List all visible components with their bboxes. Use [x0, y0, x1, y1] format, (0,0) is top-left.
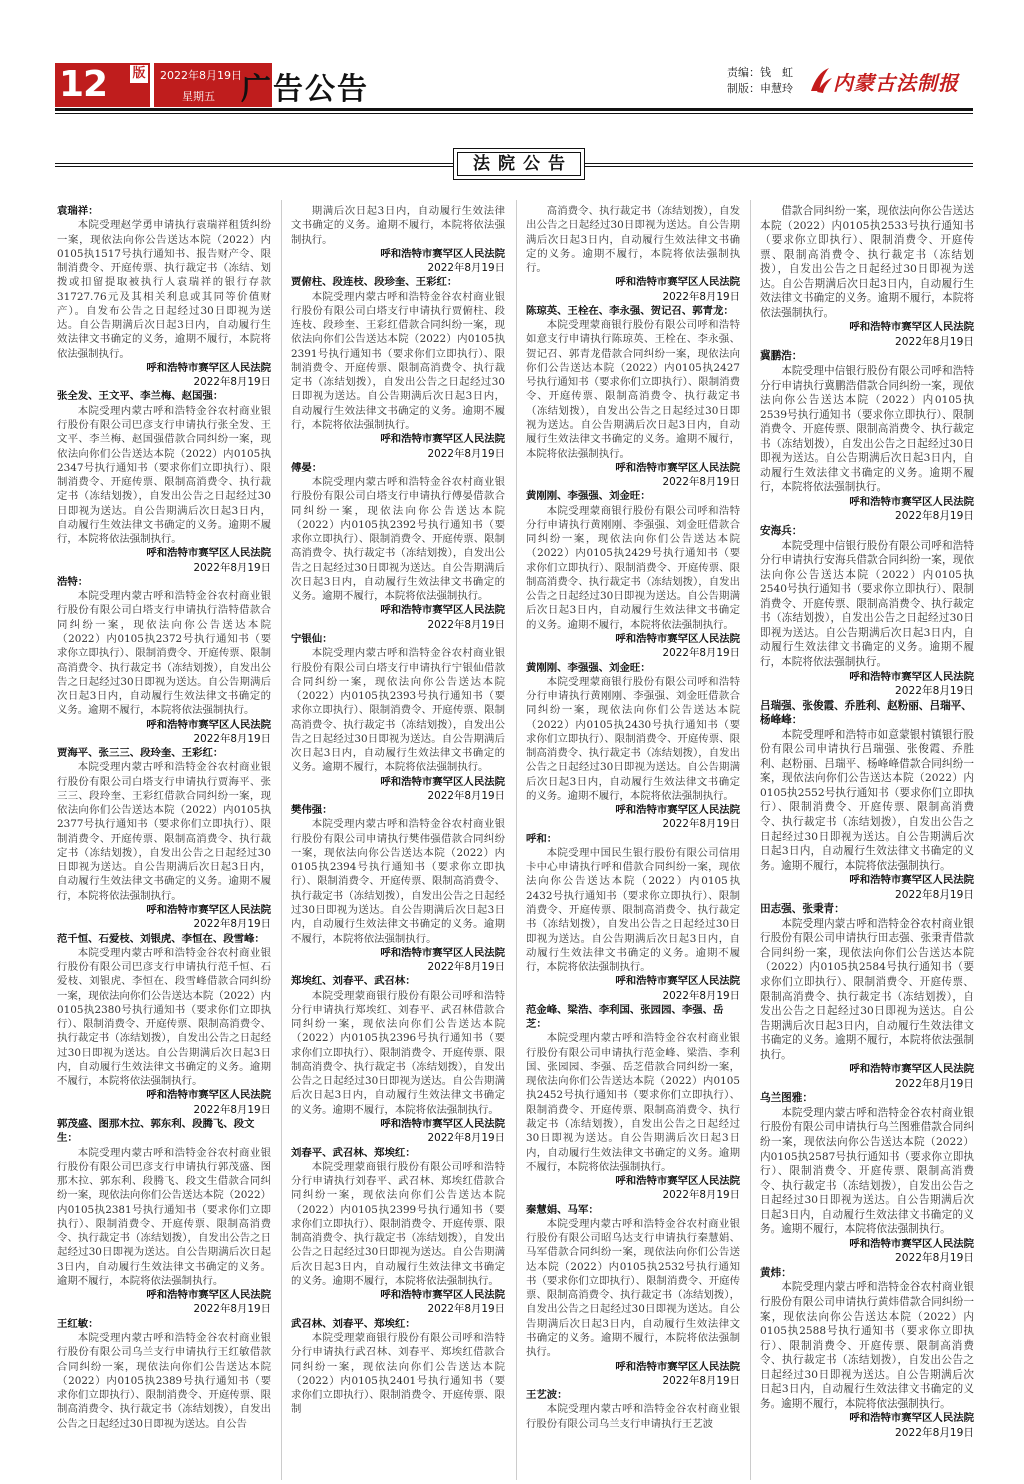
section-title: 广告公告	[241, 72, 369, 107]
notice-body: 高消费令、执行裁定书（冻结划拨），自发出公告之日起经过30日即视为送达。自公告期满后次日起3日内，自动履行生效法律文书确定的义务。逾期不履行，本院将依法强制执行。	[526, 205, 740, 275]
court-notice	[291, 1146, 505, 1317]
notice-court: 呼和浩特市赛罕区人民法院	[380, 1118, 505, 1130]
notice-body: 本院受理内蒙古呼和浩特金谷农村商业银行股份有限公司白塔支行申请执行贾海平、张三三、段玲奎、王彩红借款合同纠纷一案，现依法向你们公告送达本院（2022）内0105执2377号执行通知书（要求你们立即执行）、限制消费令、开庭传票、限制高消费令、执行裁定书（冻结划拨），自发出公告之日起经过30日即视为送达。自公告期满后次日起3日内，自动履行生效法律文书确定的义务。逾期不履行，本院将依法强制执行。	[57, 761, 271, 902]
notice-court: 呼和浩特市赛罕区人民法院	[849, 1237, 974, 1250]
court-notice	[526, 304, 740, 489]
notice-date: 2022年8月19日	[895, 685, 974, 698]
court-notice	[291, 275, 505, 460]
notice-addressee: 安海兵：	[760, 525, 803, 538]
issue-weekday: 星期五	[182, 90, 215, 103]
notice-addressee: 贾海平、张三三、段玲奎、王彩红：	[57, 747, 224, 760]
masthead	[55, 63, 973, 107]
notice-body: 本院受理蒙商银行股份有限公司呼和浩特分行申请执行刘春平、武召林、郑埃红借款合同纠纷一案，现依法向你们公告送达本院（2022）内0105执2399号执行通知书（要求你们立即执行）、限制消费令、开庭传票、限制高消费令、执行裁定书（冻结划拨），自发出公告之日起经过30日即视为送达。自公告期满后次日起3日内，自动履行生效法律文书确定的义务。逾期不履行，本院将依法强制执行。	[291, 1160, 505, 1287]
notice-addressee: 吕瑞强、张俊霞、乔胜利、赵粉丽、吕瑞平、杨峰峰：	[760, 699, 972, 727]
notice-body: 本院受理内蒙古呼和浩特金谷农村商业银行股份有限公司申请执行黄炜借款合同纠纷一案，现依法向你公告送达本院（2022）内0105执2588号执行通知书（要求你立即执行）、限制消费令、开庭传票、限制高消费令、执行裁定书（冻结划拨），自发出公告之日起经过30日即视为送达。自公告期满后次日起3日内，自动履行生效法律文书确定的义务。逾期不履行，本院将依法强制执行。	[760, 1281, 974, 1410]
notice-court: 呼和浩特市赛罕区人民法院	[615, 1175, 740, 1188]
court-notice	[57, 204, 271, 389]
banner-rule-left-2	[55, 166, 453, 167]
notice-date: 2022年8月19日	[895, 1252, 974, 1265]
notice-addressee: 刘春平、武召林、郑埃红：	[291, 1146, 416, 1159]
notice-addressee: 樊伟强：	[291, 804, 333, 817]
court-notice	[291, 204, 505, 275]
notice-body: 本院受理内蒙古呼和浩特金谷农村商业银行股份有限公司白塔支行申请执行浩特借款合同纠纷一案，现依法向你公告送达本院（2022）内0105执2372号执行通知书（要求你立即执行）、限制消费令、开庭传票、限制高消费令、执行裁定书（冻结划拨），自发出公告之日起经过30日即视为送达。自公告期满后次日起3日内，自动履行生效法律文书确定的义务。逾期不履行，本院将依法强制执行。	[57, 590, 271, 717]
court-notice	[760, 699, 974, 903]
notice-body: 本院受理中信银行股份有限公司呼和浩特分行申请执行安海兵借款合同纠纷一案，现依法向你公告送达本院（2022）内0105执2540号执行通知书（要求你立即执行）、限制消费令、开庭传票、限制高消费令、执行裁定书（冻结划拨），自发出公告之日起经过30日即视为送达。自公告期满后次日起3日内，自动履行生效法律文书确定的义务。逾期不履行，本院将依法强制执行。	[760, 539, 974, 668]
court-notice	[291, 461, 505, 632]
notice-date: 2022年8月19日	[427, 1132, 505, 1145]
notice-addressee: 秦慧娟、马军：	[526, 1203, 599, 1216]
notice-body: 本院受理蒙商银行股份有限公司呼和浩特分行申请执行黄刚刚、李强强、刘金旺借款合同纠纷一案，现依法向你们公告送达本院（2022）内0105执2430号执行通知书（要求你们立即执行）、限制消费令、开庭传票、限制高消费令、执行裁定书（冻结划拨），自发出公告之日起经过30日即视为送达。自公告期满后次日起3日内，自动履行生效法律文书确定的义务。逾期不履行，本院将依法强制执行。	[526, 675, 740, 802]
notice-addressee: 贾俯柱、段连枝、段珍奎、王彩红：	[291, 276, 458, 289]
notice-court: 呼和浩特市赛罕区人民法院	[380, 1289, 505, 1302]
notice-body: 借款合同纠纷一案，现依法向你公告送达本院（2022）内0105执2533号执行通知书（要求你立即执行）、限制消费令、开庭传票、限制高消费令、执行裁定书（冻结划拨），自发出公告之日起经过30日即视为送达。自公告期满后次日起3日内，自动履行生效法律文书确定的义务。逾期不履行，本院将依法强制执行。	[760, 205, 974, 319]
notice-court: 呼和浩特市赛罕区人民法院	[849, 495, 974, 508]
notice-body: 本院受理赵学勇申请执行袁瑞祥租赁纠纷一案，现依法向你公告送达本院（2022）内0105执1517号执行通知书、报告财产令、限制消费令、开庭传票、执行裁定书（冻结、划拨或扣留提取被执行人袁瑞祥的银行存款31727.76元及其相关利息或其同等价值财产）。自发布公告之日起经过30日即视为送达。自公告期满后次日起3日内，自动履行生效法律文书确定的义务，逾期不履行，本院将依法强制执行。	[57, 219, 271, 360]
notice-addressee: 陈琼英、王栓在、李永强、贺记召、郭青龙：	[526, 304, 734, 317]
court-notice	[526, 204, 740, 304]
notice-date: 2022年8月19日	[662, 818, 740, 831]
notice-court: 呼和浩特市赛罕区人民法院	[849, 670, 974, 683]
notice-date: 2022年8月19日	[662, 1189, 740, 1202]
court-notice	[526, 832, 740, 1003]
notice-addressee: 张全发、王文平、李兰梅、赵国强：	[57, 390, 224, 403]
court-notice	[760, 1091, 974, 1266]
notice-court: 呼和浩特市赛罕区人民法院	[849, 321, 974, 334]
notice-court: 呼和浩特市赛罕区人民法院	[615, 975, 740, 988]
notice-addressee: 宁银仙：	[291, 632, 333, 645]
notice-addressee: 范金峰、梁浩、李利国、张园园、李强、岳芝：	[526, 1003, 724, 1031]
notice-court: 呼和浩特市赛罕区人民法院	[146, 547, 271, 560]
notice-court: 呼和浩特市赛罕区人民法院	[146, 718, 271, 731]
court-notice	[526, 661, 740, 832]
banner-rule-right	[585, 163, 973, 164]
notice-date: 2022年8月19日	[427, 262, 505, 275]
editor-credits	[727, 65, 793, 97]
notice-addressee: 乌兰图雅：	[760, 1092, 813, 1105]
notice-body: 本院受理内蒙古呼和浩特金谷农村商业银行股份有限公司巴彦支行申请执行张全发、王文平、李兰梅、赵国强借款合同纠纷一案，现依法向你们公告送达本院（2022）内0105执2347号执行通知书（要求你们立即执行）、限制消费令、开庭传票、限制高消费令、执行裁定书（冻结划拨），自发出公告之日起经过30日即视为送达。自公告期满后次日起3日内，自动履行生效法律文书确定的义务。逾期不履行，本院将依法强制执行。	[57, 404, 271, 546]
notice-addressee: 浩特：	[57, 575, 89, 588]
notice-date: 2022年8月19日	[662, 476, 740, 489]
notice-court: 呼和浩特市赛罕区人民法院	[615, 1360, 740, 1373]
newspaper-logo-icon	[807, 65, 833, 95]
notice-court: 呼和浩特市赛罕区人民法院	[615, 804, 740, 817]
notice-date: 2022年8月19日	[662, 1374, 740, 1387]
notice-date: 2022年8月19日	[895, 1426, 974, 1439]
notice-addressee: 田志强、张秉青：	[760, 903, 845, 916]
court-notice	[760, 349, 974, 524]
notice-column-2	[291, 204, 505, 1417]
court-notice	[526, 1388, 740, 1431]
notice-court: 呼和浩特市赛罕区人民法院	[380, 247, 505, 260]
court-notice	[57, 389, 271, 574]
notice-body: 本院受理内蒙古呼和浩特金谷农村商业银行股份有限公司巴彦支行申请执行范千恒、石爱枝、刘银虎、李恒在、段雪峰借款合同纠纷一案，现依法向你们公告送达本院（2022）内0105执2380号执行通知书（要求你们立即执行）、限制消费令、开庭传票、限制高消费令、执行裁定书（冻结划拨），自发出公告之日起经过30日即视为送达。自公告期满后次日起3日内，自动履行生效法律文书确定的义务。逾期不履行，本院将依法强制执行。	[57, 946, 271, 1088]
issue-date: 2022年8月19日	[160, 69, 242, 82]
notice-column-3	[526, 204, 740, 1431]
notice-court: 呼和浩特市赛罕区人民法院	[849, 1063, 974, 1076]
notice-addressee: 黄刚刚、李强强、刘金旺：	[526, 490, 651, 503]
notice-body: 本院受理内蒙古呼和浩特金谷农村商业银行股份有限公司白塔支行申请执行宁银仙借款合同纠纷一案，现依法向你公告送达本院（2022）内0105执2393号执行通知书（要求你立即执行）、限制消费令、开庭传票、限制高消费令、执行裁定书（冻结划拨），自发出公告之日起经过30日即视为送达。自公告期满后次日起3日内，自动履行生效法律文书确定的义务。逾期不履行，本院将依法强制执行。	[291, 647, 505, 774]
notice-body: 期满后次日起3日内，自动履行生效法律文书确定的义务。逾期不履行，本院将依法强制执行。	[291, 205, 505, 246]
banner-rule-right-2	[585, 166, 973, 167]
notice-court: 呼和浩特市赛罕区人民法院	[146, 1089, 271, 1102]
page-number: 12	[55, 63, 128, 107]
notice-addressee: 傅晏：	[291, 461, 323, 474]
notice-addressee: 范千恒、石爱枝、刘银虎、李恒在、段雪峰：	[57, 932, 265, 945]
notice-body: 本院受理内蒙古呼和浩特金谷农村商业银行股份有限公司乌兰支行申请执行王艺波	[526, 1403, 740, 1430]
notice-court: 呼和浩特市赛罕区人民法院	[380, 775, 505, 788]
notice-court: 呼和浩特市赛罕区人民法院	[615, 276, 740, 289]
notice-body: 本院受理蒙商银行股份有限公司呼和浩特分行申请执行黄刚刚、李强强、刘金旺借款合同纠纷一案，现依法向你们公告送达本院（2022）内0105执2429号执行通知书（要求你们立即执行）、限制消费令、开庭传票、限制高消费令、执行裁定书（冻结划拨），自发出公告之日起经过30日即视为送达。自公告期满后次日起3日内，自动履行生效法律文书确定的义务。逾期不履行，本院将依法强制执行。	[526, 504, 740, 631]
notice-body: 本院受理内蒙古呼和浩特金谷农村商业银行股份有限公司昭乌达支行申请执行秦慧娟、马军借款合同纠纷一案，现依法向你们公告送达本院（2022）内0105执2532号执行通知书（要求你们立即执行）、限制消费令、开庭传票、限制高消费令、执行裁定书（冻结划拨），自发出公告之日起经过30日即视为送达。自公告期满后次日起3日内，自动履行生效法律文书确定的义务。逾期不履行，本院将依法强制执行。	[526, 1217, 740, 1359]
notice-date: 2022年8月19日	[427, 961, 505, 974]
edition-box	[128, 63, 150, 107]
court-notice	[760, 902, 974, 1091]
notice-court: 呼和浩特市赛罕区人民法院	[615, 461, 740, 474]
notice-date: 2022年8月19日	[193, 732, 271, 745]
notice-body: 本院受理内蒙古呼和浩特金谷农村商业银行股份有限公司巴彦支行申请执行郭茂盛、图那木拉、郭东利、段腾飞、段文生借款合同纠纷一案，现依法向你们公告送达本院（2022）内0105执2381号执行通知书（要求你们立即执行）、限制消费令、开庭传票、限制高消费令、执行裁定书（冻结划拨），自发出公告之日起经过30日即视为送达。自公告期满后次日起3日内，自动履行生效法律文书确定的义务。逾期不履行，本院将依法强制执行。	[57, 1146, 271, 1287]
notice-court: 呼和浩特市赛罕区人民法院	[380, 433, 505, 446]
banner-rule-left	[55, 163, 453, 164]
notice-body: 本院受理蒙商银行股份有限公司呼和浩特分行申请执行郑埃红、刘春平、武召林借款合同纠纷一案，现依法向你们公告送达本院（2022）内0105执2396号执行通知书（要求你们立即执行）、限制消费令、开庭传票、限制高消费令、执行裁定书（冻结划拨），自发出公告之日起经过30日即视为送达。自公告期满后次日起3日内，自动履行生效法律文书确定的义务。逾期不履行，本院将依法强制执行。	[291, 989, 505, 1116]
court-notice	[57, 1117, 271, 1317]
notice-body: 本院受理中国民生银行股份有限公司信用卡中心申请执行呼和借款合同纠纷一案，现依法向你公告送达本院（2022）内0105执2432号执行通知书（要求你立即执行）、限制消费令、开庭传票、限制高消费令、执行裁定书（冻结划拨），自发出公告之日起经过30日即视为送达。自公告期满后次日起3日内，自动履行生效法律文书确定的义务。逾期不履行，本院将依法强制执行。	[526, 846, 740, 974]
notice-court: 呼和浩特市赛罕区人民法院	[146, 1289, 271, 1302]
column-divider	[516, 200, 517, 1480]
court-notice	[526, 1003, 740, 1203]
newspaper-logo-text: 内蒙古法制报	[833, 71, 959, 95]
notice-date: 2022年8月19日	[662, 290, 740, 303]
notice-date: 2022年8月19日	[193, 918, 271, 931]
court-notice	[291, 803, 505, 974]
notice-body: 本院受理呼和浩特市如意蒙银村镇银行股份有限公司申请执行吕瑞强、张俊霞、乔胜利、赵粉丽、吕瑞平、杨峰峰借款合同纠纷一案，现依法向你们公告送达本院（2022）内0105执2552号执行通知书（要求你们立即执行）、限制消费令、开庭传票、限制高消费令、执行裁定书（冻结划拨），自发出公告之日起经过30日即视为送达。自公告期满后次日起3日内，自动履行生效法律文书确定的义务。逾期不履行，本院将依法强制执行。	[760, 728, 974, 872]
court-notice-banner-title: 法院公告	[457, 152, 581, 176]
court-notice	[291, 974, 505, 1145]
notice-body: 本院受理内蒙古呼和浩特金谷农村商业银行股份有限公司白塔支行申请执行贾俯柱、段连枝、段珍奎、王彩红借款合同纠纷一案，现依法向你们公告送达本院（2022）内0105执2391号执行通知书（要求你们立即执行）、限制消费令、开庭传票、限制高消费令、执行裁定书（冻结划拨），自发出公告之日起经过30日即视为送达。自公告期满后次日起3日内，自动履行生效法律文书确定的义务。逾期不履行，本院将依法强制执行。	[291, 290, 505, 431]
header-rule-thin	[55, 113, 973, 114]
court-notice	[760, 204, 974, 349]
notice-date: 2022年8月19日	[895, 510, 974, 523]
notice-court: 呼和浩特市赛罕区人民法院	[380, 604, 505, 617]
notice-date: 2022年8月19日	[193, 1303, 271, 1316]
notice-addressee: 王红敏：	[57, 1317, 99, 1330]
notice-body: 本院受理内蒙古呼和浩特金谷农村商业银行股份有限公司申请执行乌兰图雅借款合同纠纷一案，现依法向你公告送达本院（2022）内0105执2587号执行通知书（要求你立即执行）、限制消费令、开庭传票、限制高消费令、执行裁定书（冻结划拨），自发出公告之日起经过30日即视为送达。自公告期满后次日起3日内，自动履行生效法律文书确定的义务。逾期不履行，本院将依法强制执行。	[760, 1106, 974, 1236]
notice-date: 2022年8月19日	[427, 789, 505, 802]
newspaper-logo	[807, 63, 973, 97]
court-notice-banner	[453, 148, 585, 180]
column-divider	[750, 200, 751, 1480]
notice-date: 2022年8月19日	[193, 1103, 271, 1116]
notice-addressee: 武召林、刘春平、郑埃红：	[291, 1317, 416, 1330]
notice-column-4	[760, 204, 974, 1440]
notice-court: 呼和浩特市赛罕区人民法院	[380, 946, 505, 959]
court-notice	[760, 524, 974, 699]
notice-addressee: 郭茂盛、图那木拉、郭东利、段腾飞、段文生：	[57, 1118, 255, 1145]
notice-addressee: 呼和：	[526, 832, 558, 845]
notice-date: 2022年8月19日	[662, 989, 740, 1002]
court-notice	[57, 932, 271, 1117]
notice-body: 本院受理内蒙古呼和浩特金谷农村商业银行股份有限公司申请执行田志强、张秉青借款合同纠纷一案，现依法向你们公告送达本院（2022）内0105执2584号执行通知书（要求你们立即执行）、限制消费令、开庭传票、限制高消费令、执行裁定书（冻结划拨），自发出公告之日起经过30日即视为送达。自公告期满后次日起3日内，自动履行生效法律文书确定的义务。逾期不履行，本院将依法强制执行。	[760, 917, 974, 1061]
notice-body: 本院受理内蒙古呼和浩特金谷农村商业银行股份有限公司申请执行范金峰、梁浩、李利国、张园园、李强、岳芝借款合同纠纷一案，现依法向你们公告送达本院（2022）内0105执2452号执行通知书（要求你们立即执行）、限制消费令、开庭传票、限制高消费令、执行裁定书（冻结划拨），自发出公告之日起经过30日即视为送达。自公告期满后次日起3日内，自动履行生效法律文书确定的义务。逾期不履行，本院将依法强制执行。	[526, 1032, 740, 1173]
notice-date: 2022年8月19日	[193, 376, 271, 389]
court-notice	[760, 1266, 974, 1441]
edition-label: 版	[130, 65, 148, 83]
notice-date: 2022年8月19日	[895, 888, 974, 901]
notice-column-1	[57, 204, 271, 1431]
notice-addressee: 王艺波：	[526, 1389, 568, 1402]
header-rule	[55, 108, 973, 111]
notice-date: 2022年8月19日	[193, 561, 271, 574]
notice-body: 本院受理内蒙古呼和浩特金谷农村商业银行股份有限公司乌兰支行申请执行王红敏借款合同纠纷一案，现依法向你们公告送达本院（2022）内0105执2389号执行通知书（要求你们立即执行）、限制消费令、开庭传票、限制高消费令、执行裁定书（冻结划拨），自发出公告之日起经过30日即视为送达。自公告	[57, 1331, 271, 1430]
notice-addressee: 黄炜：	[760, 1266, 792, 1279]
notice-court: 呼和浩特市赛罕区人民法院	[849, 1412, 974, 1425]
notice-date: 2022年8月19日	[427, 1303, 505, 1316]
court-notice	[291, 1317, 505, 1417]
notice-body: 本院受理蒙商银行股份有限公司呼和浩特分行申请执行武召林、刘春平、郑埃红借款合同纠纷一案，现依法向你们公告送达本院（2022）内0105执2401号执行通知书（要求你们立即执行）、限制消费令、开庭传票、限制	[291, 1331, 505, 1416]
notice-court: 呼和浩特市赛罕区人民法院	[615, 632, 740, 645]
notice-addressee: 郑埃红、刘春平、武召林：	[291, 975, 416, 988]
column-divider	[281, 200, 282, 1480]
notice-body: 本院受理中信银行股份有限公司呼和浩特分行申请执行冀鹏浩借款合同纠纷一案，现依法向你公告送达本院（2022）内0105执2539号执行通知书（要求你立即执行）、限制消费令、开庭传票、限制高消费令、执行裁定书（冻结划拨），自发出公告之日起经过30日即视为送达。自公告期满后次日起3日内，自动履行生效法律文书确定的义务。逾期不履行，本院将依法强制执行。	[760, 365, 974, 494]
notice-date: 2022年8月19日	[895, 335, 974, 348]
notice-addressee: 冀鹏浩：	[760, 350, 803, 363]
court-notice	[526, 1203, 740, 1388]
notice-court: 呼和浩特市赛罕区人民法院	[146, 361, 271, 374]
notice-date: 2022年8月19日	[427, 447, 505, 460]
court-notice	[526, 489, 740, 660]
court-notice	[291, 632, 505, 803]
notice-addressee: 黄刚刚、李强强、刘金旺：	[526, 661, 651, 674]
notice-body: 本院受理蒙商银行股份有限公司呼和浩特如意支行申请执行陈琼英、王栓在、李永强、贺记召、郭青龙借款合同纠纷一案，现依法向你们公告送达本院（2022）内0105执2427号执行通知书（要求你们立即执行）、限制消费令、开庭传票、限制高消费令、执行裁定书（冻结划拨），自发出公告之日起经过30日即视为送达。自公告期满后次日起3日内，自动履行生效法律文书确定的义务。逾期不履行，本院将依法强制执行。	[526, 319, 740, 460]
notice-addressee: 袁瑞祥：	[57, 205, 99, 217]
producer-credit: 制版：申慧玲	[727, 82, 793, 95]
notice-court: 呼和浩特市赛罕区人民法院	[849, 874, 974, 887]
notice-date: 2022年8月19日	[662, 647, 740, 660]
notice-date: 2022年8月19日	[895, 1077, 974, 1090]
court-notice	[57, 746, 271, 931]
notice-body: 本院受理内蒙古呼和浩特金谷农村商业银行股份有限公司白塔支行申请执行傅晏借款合同纠纷一案，现依法向你公告送达本院（2022）内0105执2392号执行通知书（要求你立即执行）、限制消费令、开庭传票、限制高消费令、执行裁定书（冻结划拨），自发出公告之日起经过30日即视为送达。自公告期满后次日起3日内，自动履行生效法律文书确定的义务。逾期不履行，本院将依法强制执行。	[291, 476, 505, 603]
notice-body: 本院受理内蒙古呼和浩特金谷农村商业银行股份有限公司申请执行樊伟强借款合同纠纷一案，现依法向你公告送达本院（2022）内0105执2394号执行通知书（要求你立即执行）、限制消费令、开庭传票、限制高消费令、执行裁定书（冻结划拨），自发出公告之日起经过30日即视为送达。自公告期满后次日起3日内，自动履行生效法律文书确定的义务。逾期不履行，本院将依法强制执行。	[291, 818, 505, 945]
editor-credit: 责编：钱 虹	[727, 66, 793, 79]
court-notice	[57, 1317, 271, 1431]
notice-court: 呼和浩特市赛罕区人民法院	[146, 904, 271, 917]
court-notice	[57, 575, 271, 746]
notice-date: 2022年8月19日	[427, 618, 505, 631]
